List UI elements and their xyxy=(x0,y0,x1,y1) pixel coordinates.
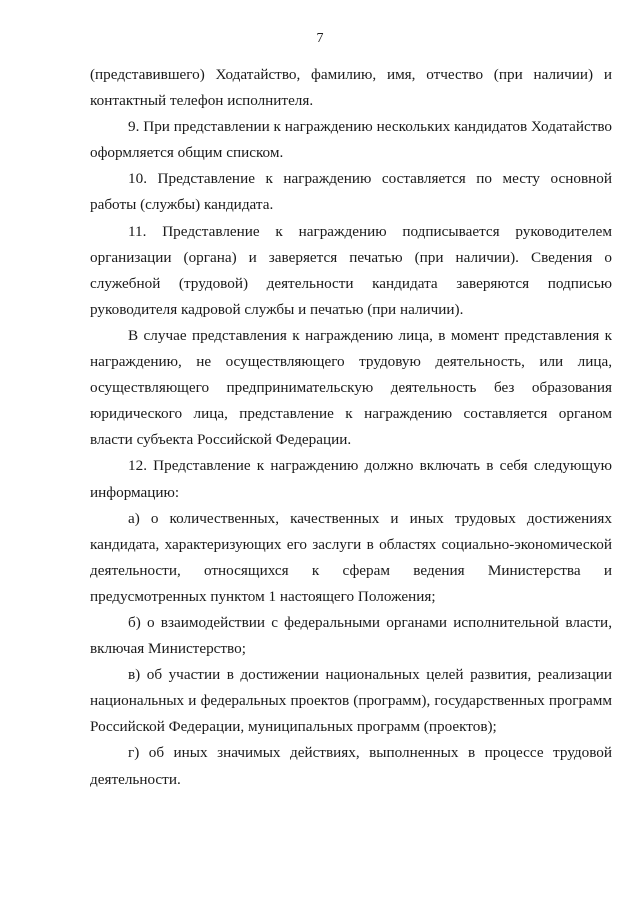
paragraph-item-9: 9. При представлении к награждению нескольких кандидатов Ходатайство оформляется общим списком. xyxy=(90,118,612,162)
paragraph-item-12-g: г) об иных значимых действиях, выполненных в процессе трудовой деятельности. xyxy=(90,744,612,788)
page-number: 7 xyxy=(316,31,324,46)
paragraph-item-12-a: а) о количественных, качественных и иных трудовых достижениях кандидата, характеризующих его заслуги в областях социально-экономической деятельности, относящихся к сферам ведения Министерства и предусмотренных пунктом 1 настоящего Положения; xyxy=(90,509,612,605)
paragraph-continuation: (представившего) Ходатайство, фамилию, имя, отчество (при наличии) и контактный телефон исполнителя. xyxy=(90,66,612,110)
paragraph-item-10: 10. Представление к награждению составляется по месту основной работы (службы) кандидата. xyxy=(90,170,612,214)
paragraph-item-12: 12. Представление к награждению должно включать в себя следующую информацию: xyxy=(90,457,612,501)
paragraph-item-12-v: в) об участии в достижении национальных целей развития, реализации национальных и федеральных проектов (программ), государственных программ Российской Федерации, муниципальных программ (проектов); xyxy=(90,666,612,736)
document-body xyxy=(90,62,612,793)
paragraph-item-11: 11. Представление к награждению подписывается руководителем организации (органа) и заверяется печатью (при наличии). Сведения о служебной (трудовой) деятельности кандидата заверяются подписью руководителя кадровой службы и печатью (при наличии). xyxy=(90,222,612,318)
paragraph-item-11-case: В случае представления к награждению лица, в момент представления к награждению, не осуществляющего трудовую деятельность, или лица, осуществляющего предпринимательскую деятельность без образования юридического лица, представление к награждению составляется органом власти субъекта Российской Федерации. xyxy=(90,326,612,449)
paragraph-item-12-b: б) о взаимодействии с федеральными органами исполнительной власти, включая Министерство; xyxy=(90,613,612,658)
